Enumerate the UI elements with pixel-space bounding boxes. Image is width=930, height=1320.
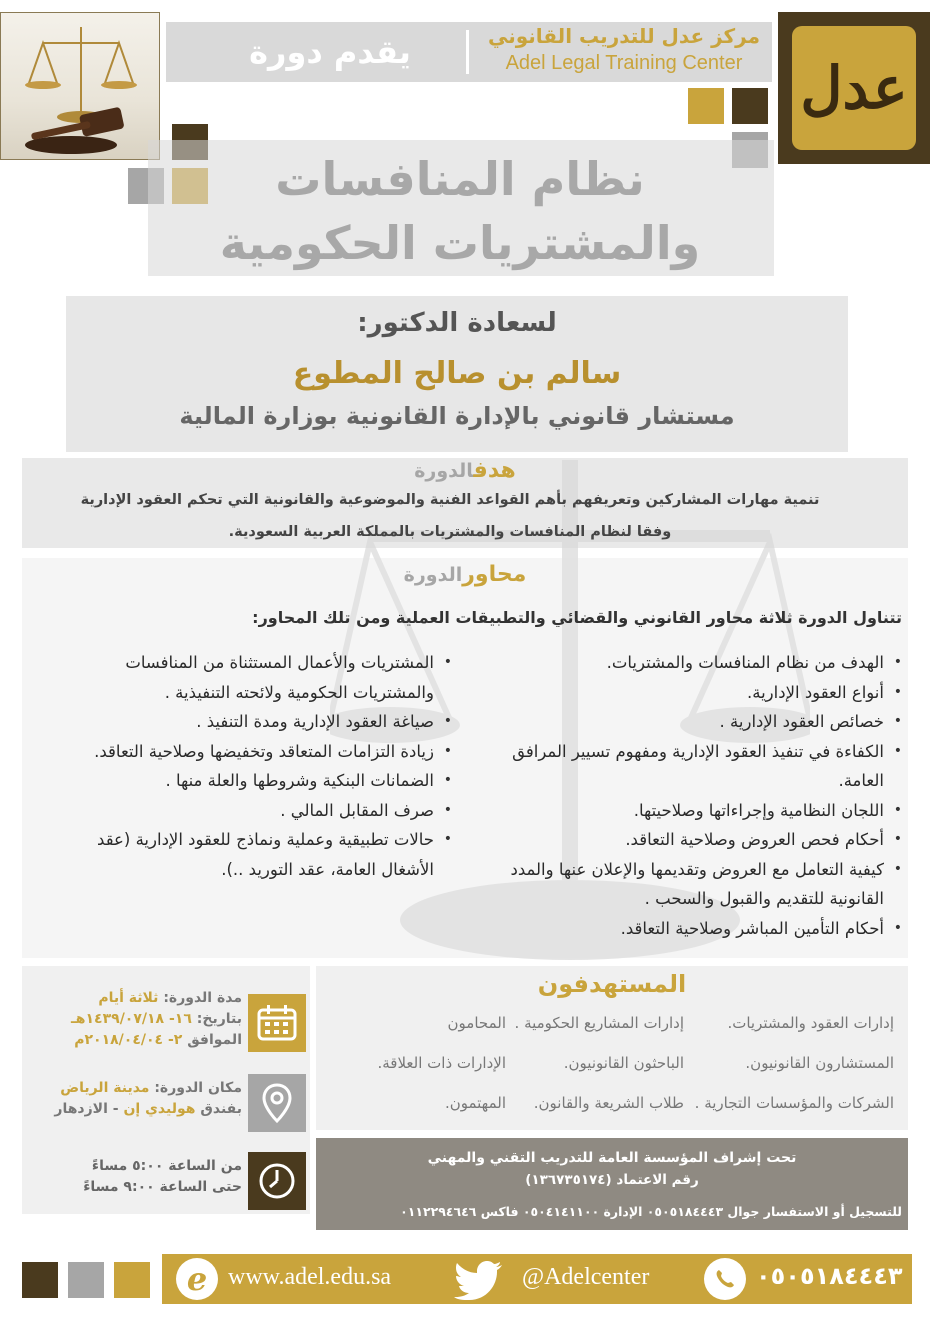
- axis-item: • الهدف من نظام المنافسات والمشتريات.: [468, 648, 904, 678]
- date-greg-label: الموافق: [187, 1032, 242, 1048]
- duration-value: ثلاثة أيام: [98, 990, 159, 1006]
- time-to: حتى الساعة ٩:٠٠ مساءً: [83, 1179, 242, 1195]
- axis-item: • الضمانات البنكية وشروطها والعلة منها .: [40, 766, 454, 796]
- date-hijri: ١٦- ١٤٣٩/٠٧/١٨هـ: [71, 1011, 192, 1027]
- axis-item: • صياغة العقود الإدارية ومدة التنفيذ .: [40, 707, 454, 737]
- axes-left-list: [40, 648, 454, 884]
- deco-square: [732, 88, 768, 124]
- objective-line2: وفقا لنظام المنافسات والمشتريات بالمملكة العربية السعودية.: [228, 524, 672, 540]
- beneficiary-item: الإدارات ذات العلاقة.: [377, 1054, 506, 1072]
- axis-item: • كيفية التعامل مع العروض وتقديمها والإعلان عنها والمدد القانونية للتقديم والقبول والسحب .: [468, 855, 904, 914]
- axis-item: • أحكام التأمين المباشر وصلاحية التعاقد.: [468, 914, 904, 944]
- date-label: بتاريخ:: [196, 1011, 242, 1027]
- objective-heading-main: هدف: [473, 458, 516, 483]
- axis-item: • صرف المقابل المالي .: [40, 796, 454, 826]
- axis-item: • خصائص العقود الإدارية .: [468, 707, 904, 737]
- beneficiary-item: المحامون: [447, 1014, 506, 1032]
- presents-label: يقدم دورة: [249, 33, 411, 71]
- duration-label: مدة الدورة:: [163, 990, 242, 1006]
- beneficiary-item: المستشارون القانونيون.: [745, 1054, 894, 1072]
- axes-heading-sub: الدورة: [403, 564, 463, 586]
- footer-square: [68, 1262, 104, 1298]
- deco-square: [688, 88, 724, 124]
- axis-item: • أحكام فحص العروض وصلاحية التعاقد.: [468, 825, 904, 855]
- axes-intro: تتناول الدورة ثلاثة محاور القانوني والقضائي والتطبيقات العملية ومن تلك المحاور:: [252, 608, 902, 627]
- footer-square: [114, 1262, 150, 1298]
- axis-item: • أنواع العقود الإدارية.: [468, 678, 904, 708]
- time-info: [83, 1156, 242, 1198]
- presenter-position: مستشار قانوني بالإدارة القانونية بوزارة المالية: [179, 402, 735, 430]
- axes-heading-main: محاور: [462, 562, 527, 587]
- axis-item: • اللجان النظامية وإجراءاتها وصلاحيتها.: [468, 796, 904, 826]
- footer-square: [22, 1262, 58, 1298]
- duration-info: [71, 988, 242, 1051]
- beneficiary-item: إدارات المشاريع الحكومية .: [514, 1014, 684, 1032]
- axis-item: • الكفاءة في تنفيذ العقود الإدارية ومفهوم تسيير المرافق العامة.: [468, 737, 904, 796]
- beneficiary-item: المهتمون.: [444, 1094, 506, 1112]
- presenter-name: سالم بن صالح المطوع: [292, 356, 622, 391]
- twitter-handle[interactable]: @Adelcenter: [522, 1264, 650, 1290]
- axes-heading: [22, 562, 908, 587]
- header-divider: [466, 30, 469, 74]
- hotel-label: بفندق: [200, 1101, 242, 1117]
- beneficiaries-heading: المستهدفون: [537, 970, 687, 998]
- place-city: مدينة الرياض: [60, 1080, 150, 1096]
- center-name-arabic: مركز عدل للتدريب القانوني: [487, 24, 760, 48]
- contact-line: للتسجيل أو الاستفسار جوال ٠٥٠٥١٨٤٤٤٣ الإدارة ٠٥٠٤١٤١١٠٠ فاكس ٠١١٢٢٩٤٦٤٦: [400, 1204, 902, 1219]
- axis-item: • زيادة التزامات المتعاقد وتخفيضها وصلاحية التعاقد.: [40, 737, 454, 767]
- beneficiary-item: طلاب الشريعة والقانون.: [533, 1094, 684, 1112]
- logo-text: عدل: [800, 54, 908, 122]
- beneficiary-item: إدارات العقود والمشتريات.: [727, 1014, 894, 1032]
- center-logo: [778, 12, 930, 164]
- whatsapp-icon: [704, 1258, 746, 1300]
- supervision-line2: رقم الاعتماد (١٣٦٧٣٥١٧٤): [525, 1172, 699, 1188]
- course-title-line2: والمشتريات الحكومية: [219, 216, 701, 270]
- supervision-line1: تحت إشراف المؤسسة العامة للتدريب التقني والمهني: [427, 1150, 797, 1166]
- axes-right-list: [468, 648, 904, 943]
- presenter-honorific: لسعادة الدكتور:: [357, 308, 557, 338]
- beneficiary-item: الباحثون القانونيون.: [563, 1054, 684, 1072]
- objective-heading-sub: الدورة: [414, 460, 474, 482]
- course-title-line1: نظام المنافسات: [275, 152, 645, 206]
- hotel-area: - الازدهار: [54, 1101, 119, 1117]
- location-pin-icon: [248, 1074, 306, 1132]
- objective-heading: [22, 458, 908, 483]
- time-from: من الساعة ٥:٠٠ مساءً: [91, 1158, 242, 1174]
- twitter-icon: [452, 1260, 504, 1300]
- axis-item: • حالات تطبيقية وعملية ونماذج للعقود الإدارية (عقد الأشغال العامة، عقد التوريد ..).: [40, 825, 454, 884]
- hotel-name: هوليدي إن: [123, 1101, 196, 1117]
- axis-item: • المشتريات والأعمال المستثناة من المنافسات والمشتريات الحكومية ولائحته التنفيذية .: [40, 648, 454, 707]
- gavel-photo: [0, 12, 160, 160]
- location-info: [54, 1078, 242, 1120]
- calendar-icon: [248, 994, 306, 1052]
- clock-icon: [248, 1152, 306, 1210]
- place-label: مكان الدورة:: [154, 1080, 242, 1096]
- center-name-english: Adel Legal Training Center: [505, 52, 743, 74]
- footer-phone[interactable]: ٠٥٠٥١٨٤٤٤٣: [756, 1262, 903, 1290]
- beneficiary-item: الشركات والمؤسسات التجارية .: [694, 1094, 894, 1112]
- objective-line1: تنمية مهارات المشاركين وتعريفهم بأهم القواعد الفنية والموضوعية والقانونية التي تحكم العقود الإدارية: [80, 492, 820, 508]
- website-link[interactable]: www.adel.edu.sa: [228, 1264, 392, 1290]
- date-greg: ٢- ٢٠١٨/٠٤/٠٤م: [74, 1032, 183, 1048]
- web-icon: e: [176, 1258, 218, 1300]
